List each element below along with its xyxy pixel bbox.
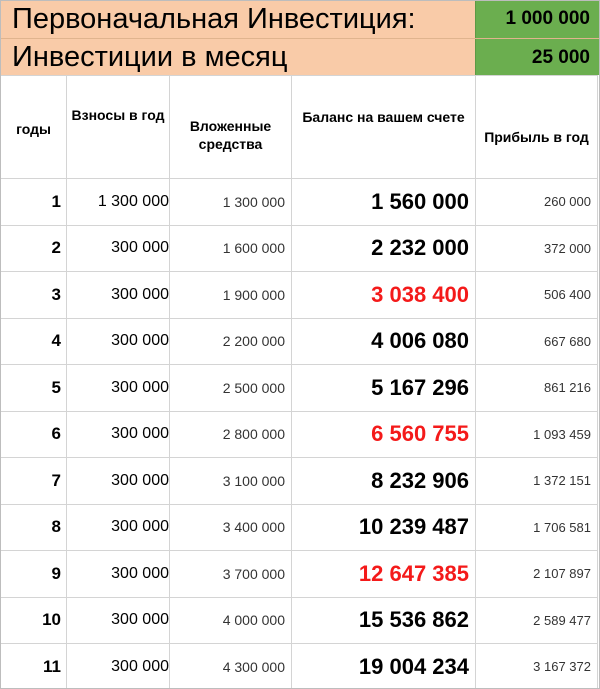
table-row [1, 179, 598, 226]
year-cell[interactable]: 1 [1, 179, 67, 226]
column-header-profit: Прибыль в год [476, 76, 598, 179]
invested-cell[interactable]: 3 100 000 [170, 458, 292, 505]
profit-cell[interactable]: 506 400 [476, 272, 598, 319]
table-row [1, 597, 598, 644]
balance-cell[interactable]: 8 232 906 [292, 458, 476, 505]
profit-cell[interactable]: 1 706 581 [476, 504, 598, 551]
balance-cell[interactable]: 5 167 296 [292, 365, 476, 412]
invested-cell[interactable]: 2 800 000 [170, 411, 292, 458]
contribution-cell[interactable]: 300 000 [67, 411, 170, 458]
invested-cell[interactable]: 1 300 000 [170, 179, 292, 226]
invested-cell[interactable]: 2 200 000 [170, 318, 292, 365]
invested-cell[interactable]: 1 600 000 [170, 225, 292, 272]
table-row [1, 458, 598, 505]
balance-cell[interactable]: 19 004 234 [292, 644, 476, 689]
invested-cell[interactable]: 3 700 000 [170, 551, 292, 598]
table-row [1, 504, 598, 551]
year-cell[interactable]: 3 [1, 272, 67, 319]
table-row [1, 411, 598, 458]
table-body [1, 179, 598, 689]
column-header-year: годы [1, 76, 67, 179]
balance-cell[interactable]: 12 647 385 [292, 551, 476, 598]
year-cell[interactable]: 6 [1, 411, 67, 458]
balance-cell[interactable]: 4 006 080 [292, 318, 476, 365]
balance-cell[interactable]: 1 560 000 [292, 179, 476, 226]
table-row [1, 644, 598, 689]
profit-cell[interactable]: 1 372 151 [476, 458, 598, 505]
year-cell[interactable]: 5 [1, 365, 67, 412]
year-cell[interactable]: 10 [1, 597, 67, 644]
contribution-cell[interactable]: 300 000 [67, 272, 170, 319]
balance-cell[interactable]: 6 560 755 [292, 411, 476, 458]
invested-cell[interactable]: 1 900 000 [170, 272, 292, 319]
year-cell[interactable]: 9 [1, 551, 67, 598]
table-row [1, 551, 598, 598]
contribution-cell[interactable]: 300 000 [67, 365, 170, 412]
initial-investment-value[interactable]: 1 000 000 [475, 0, 600, 38]
table-row [1, 318, 598, 365]
year-cell[interactable]: 2 [1, 225, 67, 272]
column-header-balance: Баланс на вашем счете [292, 76, 476, 179]
year-cell[interactable]: 11 [1, 644, 67, 689]
column-header-contribution: Взносы в год [67, 76, 170, 179]
balance-cell[interactable]: 3 038 400 [292, 272, 476, 319]
invested-cell[interactable]: 3 400 000 [170, 504, 292, 551]
initial-investment-label: Первоначальная Инвестиция: [0, 0, 475, 38]
investment-table [0, 75, 598, 689]
contribution-cell[interactable]: 300 000 [67, 318, 170, 365]
monthly-investment-row [0, 38, 600, 75]
profit-cell[interactable]: 1 093 459 [476, 411, 598, 458]
invested-cell[interactable]: 2 500 000 [170, 365, 292, 412]
contribution-cell[interactable]: 300 000 [67, 597, 170, 644]
profit-cell[interactable]: 667 680 [476, 318, 598, 365]
profit-cell[interactable]: 372 000 [476, 225, 598, 272]
contribution-cell[interactable]: 300 000 [67, 458, 170, 505]
monthly-investment-label: Инвестиции в месяц [0, 39, 475, 75]
contribution-cell[interactable]: 300 000 [67, 644, 170, 689]
contribution-cell[interactable]: 300 000 [67, 504, 170, 551]
contribution-cell[interactable]: 1 300 000 [67, 179, 170, 226]
table-header-row [1, 76, 598, 179]
profit-cell[interactable]: 260 000 [476, 179, 598, 226]
profit-cell[interactable]: 2 589 477 [476, 597, 598, 644]
invested-cell[interactable]: 4 300 000 [170, 644, 292, 689]
year-cell[interactable]: 4 [1, 318, 67, 365]
year-cell[interactable]: 8 [1, 504, 67, 551]
contribution-cell[interactable]: 300 000 [67, 225, 170, 272]
table-row [1, 365, 598, 412]
balance-cell[interactable]: 2 232 000 [292, 225, 476, 272]
table-row [1, 272, 598, 319]
initial-investment-row [0, 0, 600, 38]
balance-cell[interactable]: 15 536 862 [292, 597, 476, 644]
table-row [1, 225, 598, 272]
monthly-investment-value[interactable]: 25 000 [475, 39, 600, 75]
contribution-cell[interactable]: 300 000 [67, 551, 170, 598]
column-header-invested: Вложенные средства [170, 76, 292, 179]
profit-cell[interactable]: 3 167 372 [476, 644, 598, 689]
profit-cell[interactable]: 2 107 897 [476, 551, 598, 598]
year-cell[interactable]: 7 [1, 458, 67, 505]
profit-cell[interactable]: 861 216 [476, 365, 598, 412]
invested-cell[interactable]: 4 000 000 [170, 597, 292, 644]
balance-cell[interactable]: 10 239 487 [292, 504, 476, 551]
